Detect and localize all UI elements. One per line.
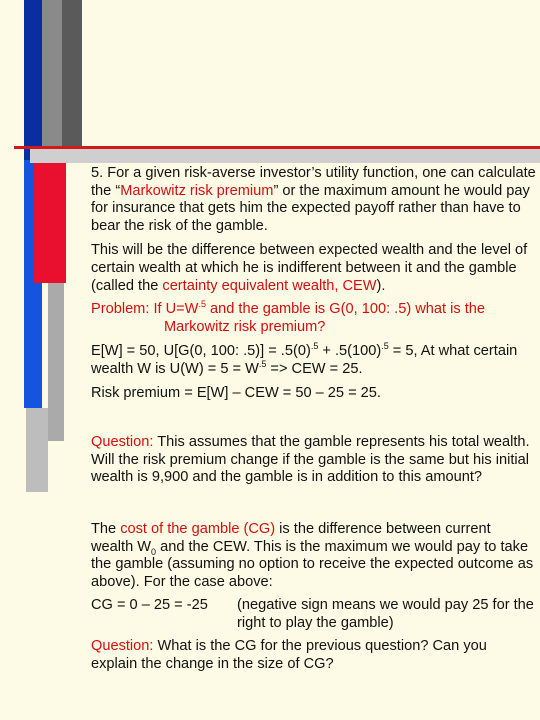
question-1: Question: This assumes that the gamble represents his total wealth. Will the risk premium change if the gamble is the same but his initial wealth is 9,900 and the gamble is in addition to this amount? [91, 434, 530, 486]
cg-note: (negative sign means we would pay 25 for the right to play the gamble) [237, 597, 534, 631]
paragraph-markowitz: 5. For a given risk-averse investor’s utility function, one can calculate the “Markowitz risk premium” or the maximum amount he would pay for insurance that gets him the expected payoff rather than have to bear the risk of the gamble. [91, 165, 536, 234]
term-cost-of-gamble: cost of the gamble (CG) [120, 520, 276, 537]
header-shadow [30, 149, 540, 163]
term-markowitz-risk-premium: Markowitz risk premium [120, 182, 274, 199]
risk-premium-line: Risk premium = E[W] – CEW = 50 – 25 = 25. [91, 384, 381, 401]
paragraph-difference: This will be the difference between expected wealth and the level of certain wealth at which he is indifferent between it and the gamble (called the certainty equivalent wealth, CEW). [91, 242, 528, 294]
cg-equation-row [91, 597, 536, 632]
calculation: E[W] = 50, U[G(0, 100: $.5)] = .5(0)^{.5} + .5(100)^{.5} = 5$, At what certain wealth W is $U(W) = 5 = W^{.5}$ => CEW = 25. [91, 341, 518, 377]
slide-body [91, 165, 536, 674]
decor-bar-red [34, 163, 66, 283]
decor-bar-gray-lower [26, 408, 48, 492]
term-cew: certainty equivalent wealth, CEW [162, 277, 377, 294]
question-2: Question: What is the CG for the previous question? Can you explain the change in the size of CG? [91, 638, 487, 673]
problem-statement: Problem: If $U=W^{.5}$ and the gamble is G(0, 100: .5) what is the Markowitz risk premium? [91, 299, 486, 335]
cg-equation: CG = 0 – 25 = -25 [91, 597, 208, 614]
decor-bar-gray-mid [42, 0, 62, 146]
cost-of-gamble: The cost of the gamble (CG) is the difference between current wealth $W_0$ and the CEW. This is the maximum we would pay to take the gamble (assuming no option to receive the expected outcome as above). For the case above: [91, 520, 534, 590]
